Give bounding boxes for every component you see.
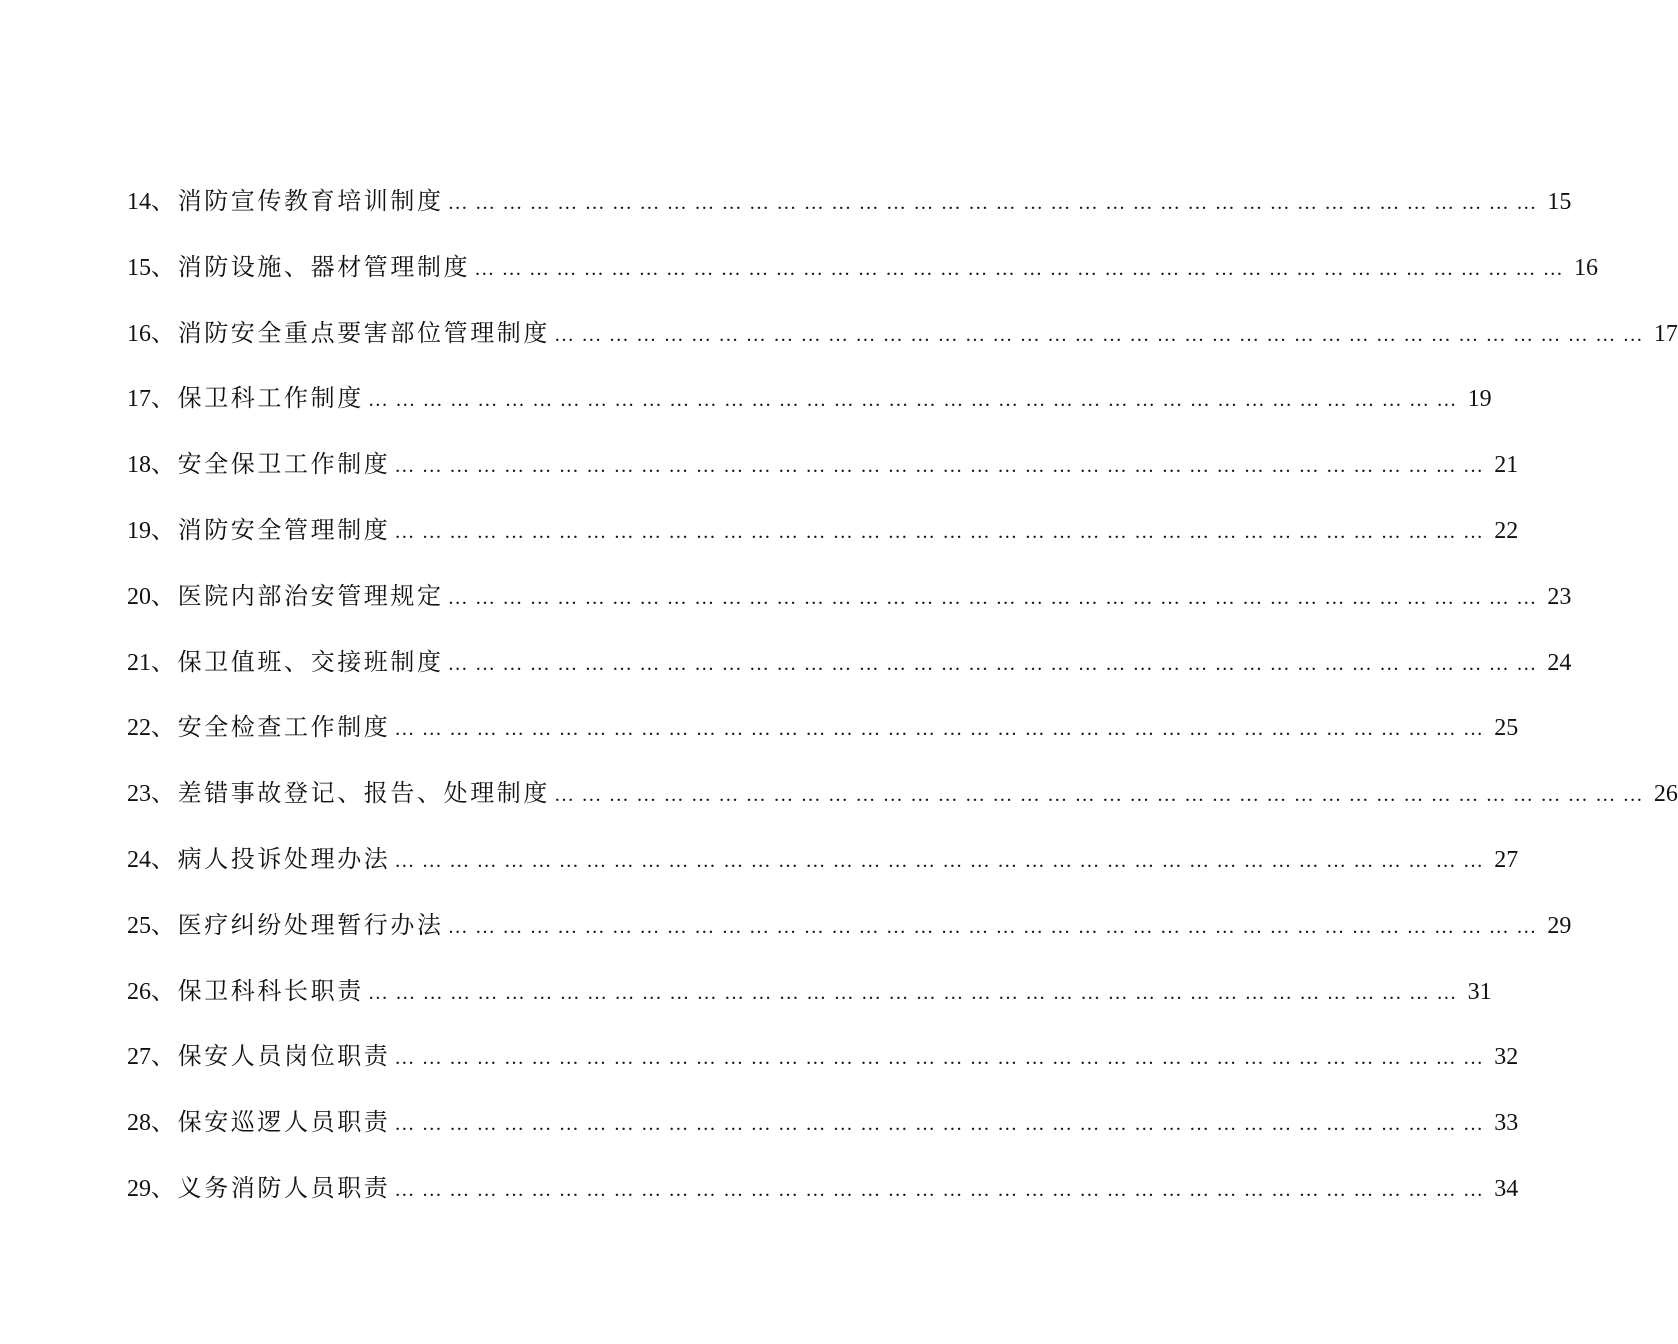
toc-entry-title: 、病人投诉处理办法 — [151, 844, 391, 873]
toc-entry[interactable] — [127, 310, 1678, 376]
toc-entry-title: 、保安人员岗位职责 — [151, 1042, 391, 1071]
toc-dot-leader: … … … … … … … … … … … … … … … … … … … … … … … … … … … … … … … … … … … … … … … … — [394, 520, 1485, 543]
toc-entry-title: 、保卫值班、交接班制度 — [151, 647, 444, 676]
toc-entry-number: 25 — [127, 912, 151, 939]
toc-entry-page-number: 24 — [1547, 649, 1572, 676]
toc-entry-number: 29 — [127, 1175, 151, 1202]
toc-dot-leader: … … … … … … … … … … … … … … … … … … … … … … … … … … … … … … … … … … … … … … … … — [394, 1113, 1485, 1136]
toc-entry-number: 22 — [127, 715, 151, 742]
toc-entry-page-number: 32 — [1494, 1044, 1519, 1071]
toc-entry-page-number: 31 — [1467, 978, 1492, 1005]
toc-dot-leader: … … … … … … … … … … … … … … … … … … … … … … … … … … … … … … … … … … … … … … … … — [394, 1178, 1485, 1201]
toc-entry[interactable] — [127, 375, 1492, 441]
toc-entry-page-number: 22 — [1494, 517, 1519, 544]
toc-entry[interactable] — [127, 1165, 1519, 1231]
toc-dot-leader: … … … … … … … … … … … … … … … … … … … … … … … … … … … … … … … … … … … … … … … … — [367, 981, 1458, 1004]
toc-entry-title: 、消防安全管理制度 — [151, 515, 391, 544]
toc-entry-page-number: 15 — [1547, 189, 1572, 215]
toc-entry[interactable] — [127, 507, 1519, 573]
toc-entry-page-number: 33 — [1494, 1110, 1519, 1137]
toc-entry-page-number: 17 — [1653, 320, 1678, 347]
toc-entry-page-number: 27 — [1494, 846, 1519, 873]
toc-entry-page-number: 26 — [1653, 781, 1678, 808]
toc-dot-leader: … … … … … … … … … … … … … … … … … … … … … … … … … … … … … … … … … … … … … … … … — [554, 784, 1644, 807]
toc-entry-page-number: 21 — [1494, 452, 1519, 479]
toc-entry[interactable] — [127, 836, 1519, 902]
toc-entry-title: 、义务消防人员职责 — [151, 1173, 391, 1202]
toc-entry-title: 、安全保卫工作制度 — [151, 450, 391, 479]
toc-entry-number: 27 — [127, 1044, 151, 1071]
toc-entry[interactable] — [127, 704, 1519, 770]
toc-entry-title: 、保卫科工作制度 — [151, 384, 364, 413]
toc-entry-number: 23 — [127, 781, 151, 808]
toc-entry-title: 、消防安全重点要害部位管理制度 — [151, 318, 550, 347]
toc-entry[interactable] — [127, 178, 1572, 244]
toc-entry[interactable] — [127, 573, 1572, 639]
toc-entry-title: 、医疗纠纷处理暂行办法 — [151, 910, 444, 939]
toc-entry-page-number: 16 — [1574, 254, 1599, 281]
toc-entry-number: 19 — [127, 517, 151, 544]
toc-entry-number: 15 — [127, 254, 151, 281]
toc-entry[interactable] — [127, 1099, 1519, 1165]
toc-entry-number: 24 — [127, 846, 151, 873]
toc-dot-leader: … … … … … … … … … … … … … … … … … … … … … … … … … … … … … … … … … … … … … … … … — [474, 257, 1565, 280]
toc-entry-title: 、医院内部治安管理规定 — [151, 581, 444, 610]
toc-dot-leader: … … … … … … … … … … … … … … … … … … … … … … … … … … … … … … … … … … … … … … … … — [394, 1047, 1485, 1070]
toc-dot-leader: … … … … … … … … … … … … … … … … … … … … … … … … … … … … … … … … … … … … … … … … — [367, 389, 1458, 412]
toc-entry-number: 20 — [127, 583, 151, 610]
toc-entry-page-number: 19 — [1467, 386, 1492, 413]
toc-dot-leader: … … … … … … … … … … … … … … … … … … … … … … … … … … … … … … … … … … … … … … … … — [447, 192, 1538, 214]
toc-dot-leader: … … … … … … … … … … … … … … … … … … … … … … … … … … … … … … … … … … … … … … … … — [447, 586, 1538, 609]
toc-entry-page-number: 34 — [1494, 1175, 1519, 1202]
toc-entry-page-number: 29 — [1547, 912, 1572, 939]
toc-entry[interactable] — [127, 1033, 1519, 1099]
table-of-contents — [127, 178, 1678, 1231]
toc-entry-number: 28 — [127, 1110, 151, 1137]
toc-entry[interactable] — [127, 244, 1599, 310]
toc-entry[interactable] — [127, 639, 1572, 705]
toc-entry[interactable] — [127, 770, 1678, 836]
toc-entry[interactable] — [127, 441, 1519, 507]
toc-entry-number: 17 — [127, 386, 151, 413]
toc-dot-leader: … … … … … … … … … … … … … … … … … … … … … … … … … … … … … … … … … … … … … … … … — [447, 915, 1538, 938]
toc-entry[interactable] — [127, 902, 1572, 968]
toc-dot-leader: … … … … … … … … … … … … … … … … … … … … … … … … … … … … … … … … … … … … … … … … — [394, 849, 1485, 872]
toc-entry-title: 、安全检查工作制度 — [151, 713, 391, 742]
toc-entry-number: 14 — [127, 189, 151, 215]
toc-entry-title: 、差错事故登记、报告、处理制度 — [151, 779, 550, 808]
toc-dot-leader: … … … … … … … … … … … … … … … … … … … … … … … … … … … … … … … … … … … … … … … … — [554, 323, 1644, 346]
toc-entry-number: 16 — [127, 320, 151, 347]
toc-entry-title: 、消防宣传教育培训制度 — [151, 187, 444, 215]
toc-entry-number: 21 — [127, 649, 151, 676]
toc-entry-page-number: 25 — [1494, 715, 1519, 742]
toc-dot-leader: … … … … … … … … … … … … … … … … … … … … … … … … … … … … … … … … … … … … … … … … — [447, 652, 1538, 675]
toc-dot-leader: … … … … … … … … … … … … … … … … … … … … … … … … … … … … … … … … … … … … … … … … — [394, 455, 1485, 478]
toc-entry-title: 、保卫科科长职责 — [151, 976, 364, 1005]
toc-entry-title: 、消防设施、器材管理制度 — [151, 252, 471, 281]
toc-entry-number: 26 — [127, 978, 151, 1005]
toc-entry[interactable] — [127, 968, 1492, 1034]
toc-entry-title: 、保安巡逻人员职责 — [151, 1108, 391, 1137]
toc-entry-number: 18 — [127, 452, 151, 479]
toc-dot-leader: … … … … … … … … … … … … … … … … … … … … … … … … … … … … … … … … … … … … … … … … — [394, 718, 1485, 741]
toc-entry-page-number: 23 — [1547, 583, 1572, 610]
